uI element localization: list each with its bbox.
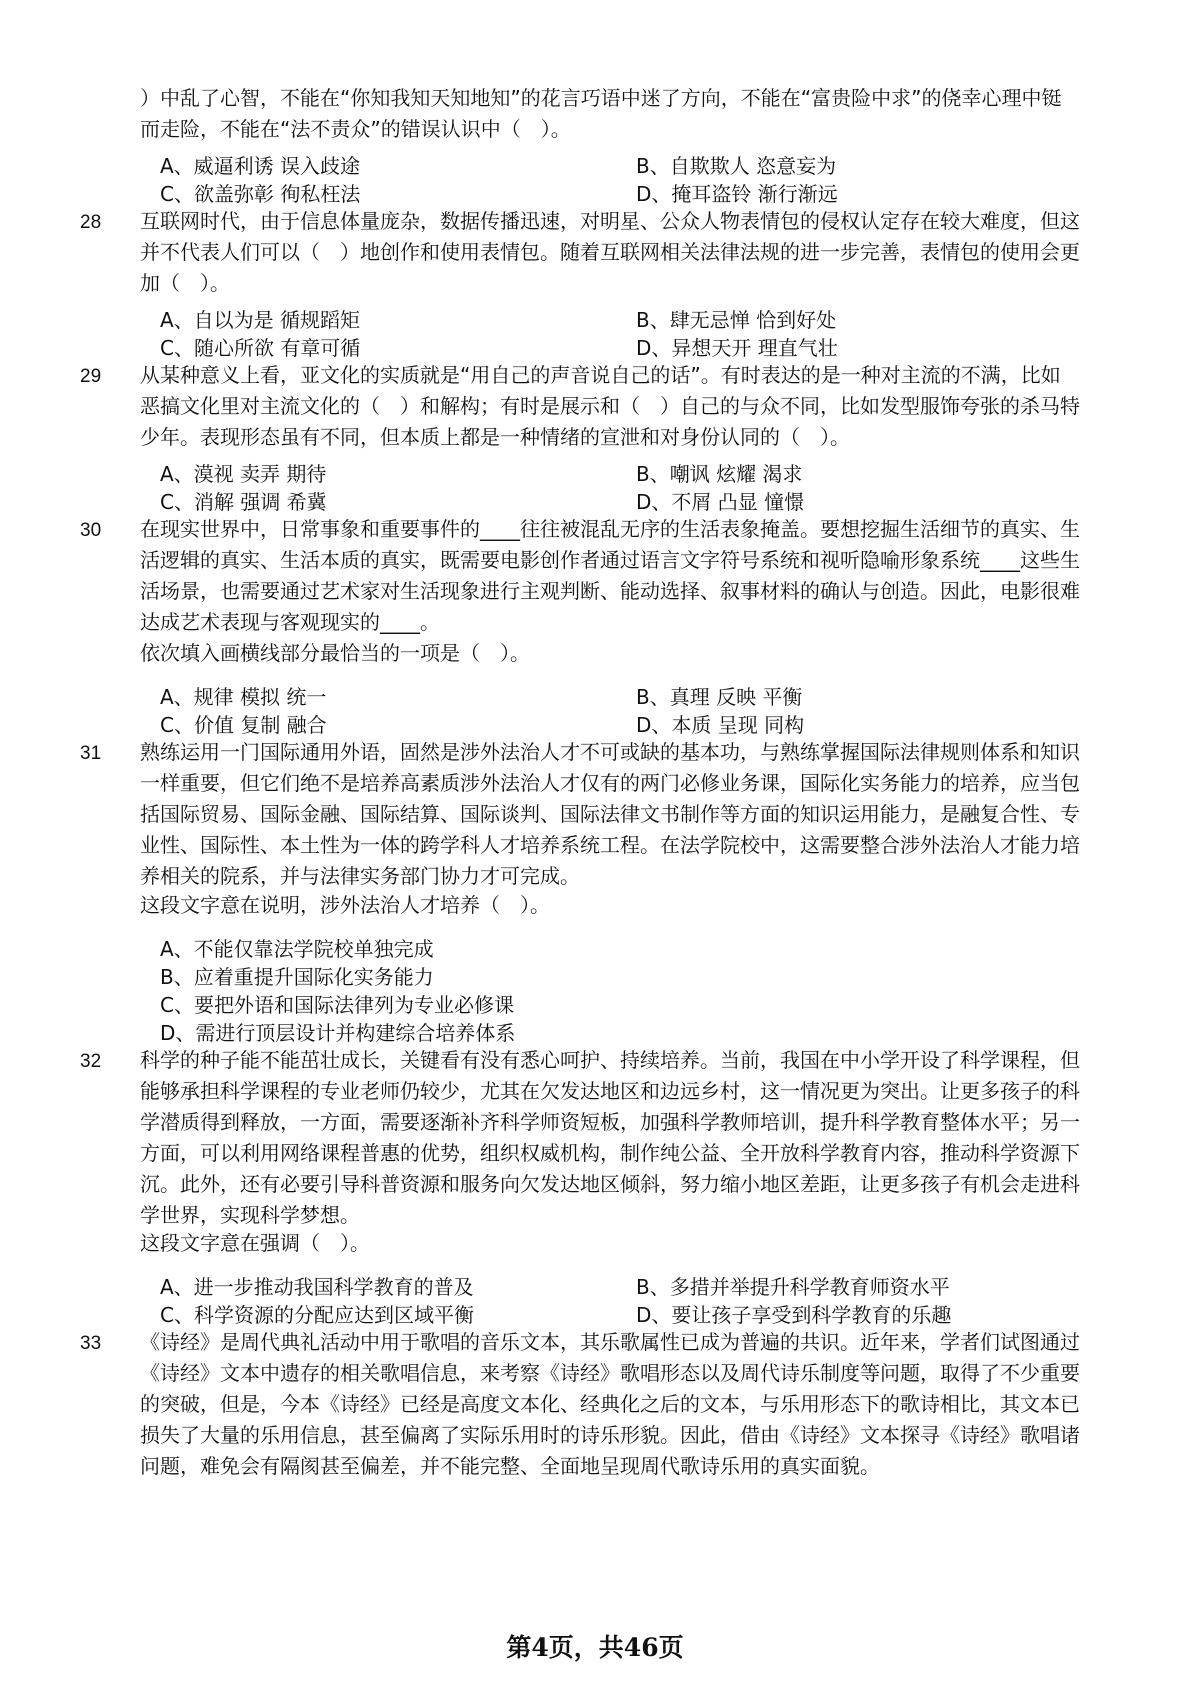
question-28-option-b: B、肆无忌惮 恰到好处 [636,308,837,332]
question-31-option-d: D、需进行顶层设计并构建综合培养体系 [160,1021,516,1045]
question-32-number: 32 [80,1051,102,1072]
question-29-option-a: A、漠视 卖弄 期待 [160,462,327,486]
question-31-stem: 熟练运用一门国际通用外语，固然是涉外法治人才不可或缺的基本功，与熟练掌握国际法律规则体系和知识一样重要，但它们绝不是培养高素质涉外法治人才仅有的两门必修业务课，国际化实务能力的培养，应当包括国际贸易、国际金融、国际结算、国际谈判、国际法律文书制作等方面的知识运用能力，是融复合性、专业性、国际性、本土性为一体的跨学科人才培养系统工程。在法学院校中，这需要整合涉外法治人才能力培养相关的院系，并与法律实务部门协力才可完成。 [140,740,1080,888]
question-27-option-d: D、掩耳盗铃 渐行渐远 [636,182,838,206]
question-29-option-c: C、消解 强调 希冀 [160,490,327,514]
question-28-number: 28 [80,212,102,233]
question-32-option-d: D、要让孩子享受到科学教育的乐趣 [636,1303,952,1327]
question-29-stem: 从某种意义上看，亚文化的实质就是“用自己的声音说自己的话”。有时表达的是一种对主流的不满，比如恶搞文化里对主流文化的（ ）和解构；有时是展示和（ ）自己的与众不同，比如发型服饰夸张的杀马特少年。表现形态虽有不同，但本质上都是一种情绪的宣泄和对身份认同的（ ）。 [140,363,1080,449]
question-27-option-a: A、威逼利诱 误入歧途 [160,154,361,178]
question-30-prompt: 依次填入画横线部分最恰当的一项是（ ）。 [140,641,530,665]
question-32-option-a: A、进一步推动我国科学教育的普及 [160,1275,474,1299]
question-32-stem: 科学的种子能不能茁壮成长，关键看有没有悉心呵护、持续培养。当前，我国在中小学开设了科学课程，但能够承担科学课程的专业老师仍较少，尤其在欠发达地区和边远乡村，这一情况更为突出。让更多孩子的科学潜质得到释放，一方面，需要逐渐补齐科学师资短板，加强科学教师培训，提升科学教育整体水平；另一方面，可以利用网络课程普惠的优势，组织权威机构，制作纯公益、全开放科学教育内容，推动科学资源下沉。此外，还有必要引导科普资源和服务向欠发达地区倾斜，努力缩小地区差距，让更多孩子有机会走进科学世界，实现科学梦想。 [140,1048,1080,1227]
question-30-option-d: D、本质 呈现 同构 [636,713,805,737]
question-31-number: 31 [80,743,102,764]
question-30-number: 30 [80,520,102,541]
question-29-option-d: D、不屑 凸显 憧憬 [636,490,805,514]
question-32-prompt: 这段文字意在强调（ ）。 [140,1231,370,1255]
question-30-option-b: B、真理 反映 平衡 [636,685,803,709]
question-28-stem: 互联网时代，由于信息体量庞杂，数据传播迅速，对明星、公众人物表情包的侵权认定存在较大难度，但这并不代表人们可以（ ）地创作和使用表情包。随着互联网相关法律法规的进一步完善，表情包的使用会更加（ ）。 [140,209,1080,295]
question-30-option-a: A、规律 模拟 统一 [160,685,327,709]
question-29-option-b: B、嘲讽 炫耀 渴求 [636,462,803,486]
question-33-stem: 《诗经》是周代典礼活动中用于歌唱的音乐文本，其乐歌属性已成为普遍的共识。近年来，学者们试图通过《诗经》文本中遗存的相关歌唱信息，来考察《诗经》歌唱形态以及周代诗乐制度等问题，取得了不少重要的突破，但是，今本《诗经》已经是高度文本化、经典化之后的文本，与乐用形态下的歌诗相比，其文本已损失了大量的乐用信息，甚至偏离了实际乐用时的诗乐形貌。因此，借由《诗经》文本探寻《诗经》歌唱诸问题，难免会有隔阂甚至偏差，并不能完整、全面地呈现周代歌诗乐用的真实面貌。 [140,1330,1080,1478]
question-27-stem-continued: ）中乱了心智，不能在“你知我知天知地知”的花言巧语中迷了方向，不能在“富贵险中求”的侥幸心理中铤而走险，不能在“法不责众”的错误认识中（ ）。 [140,86,1062,141]
question-31-option-b: B、应着重提升国际化实务能力 [160,965,434,989]
question-33-number: 33 [80,1333,102,1354]
page-number-footer: 第4页，共46页 [506,1633,684,1662]
question-32-option-b: B、多措并举提升科学教育师资水平 [636,1275,950,1299]
question-32-option-c: C、科学资源的分配应达到区域平衡 [160,1303,474,1327]
question-30-option-c: C、价值 复制 融合 [160,713,327,737]
question-31-option-a: A、不能仅靠法学院校单独完成 [160,937,434,961]
question-31-option-c: C、要把外语和国际法律列为专业必修课 [160,993,514,1017]
question-27-option-b: B、自欺欺人 恣意妄为 [636,154,837,178]
question-28-option-c: C、随心所欲 有章可循 [160,336,361,360]
question-28-option-d: D、异想天开 理直气壮 [636,336,838,360]
question-29-number: 29 [80,366,102,387]
question-28-option-a: A、自以为是 循规蹈矩 [160,308,361,332]
question-30-stem: 在现实世界中，日常事象和重要事件的____往往被混乱无序的生活表象掩盖。要想挖掘生活细节的真实、生活逻辑的真实、生活本质的真实，既需要电影创作者通过语言文字符号系统和视听隐喻形象系统____这些生活场景，也需要通过艺术家对生活现象进行主观判断、能动选择、叙事材料的确认与创造。因此，电影很难达成艺术表现与客观现实的____。 [140,517,1080,634]
question-27-option-c: C、欲盖弥彰 徇私枉法 [160,182,361,206]
question-31-prompt: 这段文字意在说明，涉外法治人才培养（ ）。 [140,893,550,917]
